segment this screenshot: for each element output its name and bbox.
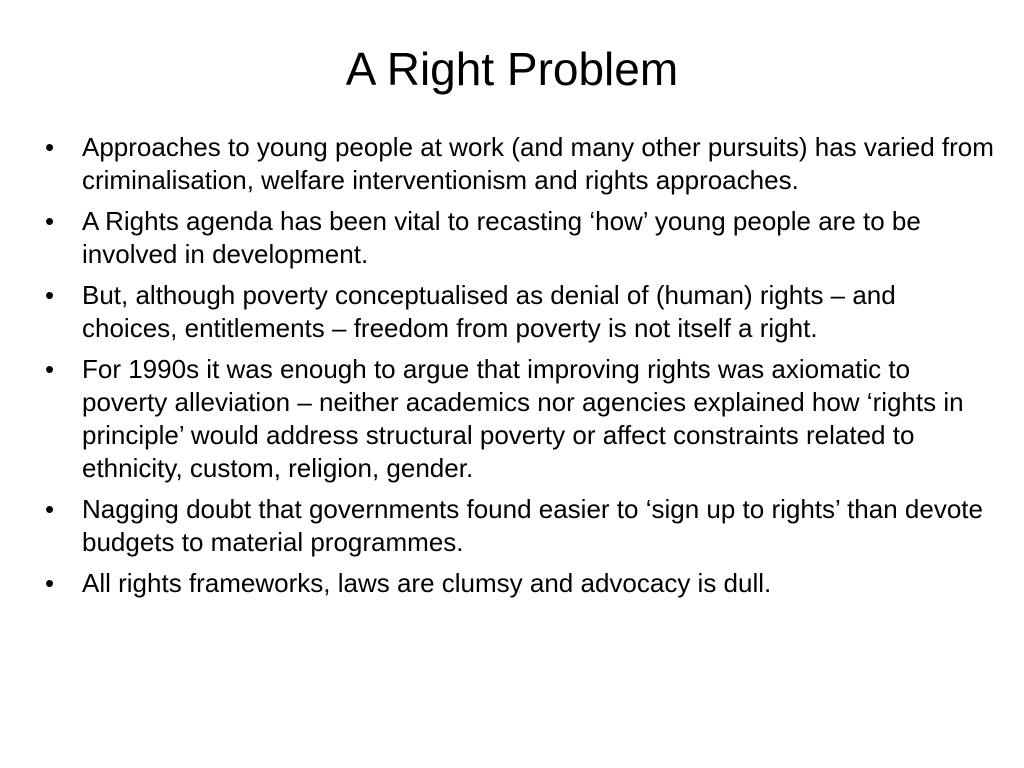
bullet-text: All rights frameworks, laws are clumsy and advocacy is dull. [82, 568, 772, 598]
bullet-dot-icon: • [45, 354, 55, 384]
bullet-text: Approaches to young people at work (and many other pursuits) has varied from criminalisation, welfare interventionism and rights approaches. [82, 132, 994, 195]
bullet-text: But, although poverty conceptualised as denial of (human) rights – and choices, entitlements – freedom from poverty is not itself a right. [82, 280, 896, 343]
bullet-item [45, 493, 995, 559]
bullet-list [45, 131, 995, 608]
bullet-item [45, 567, 995, 600]
bullet-text: A Rights agenda has been vital to recasting ‘how’ young people are to be involved in development. [82, 206, 921, 269]
bullet-item [45, 131, 995, 197]
bullet-dot-icon: • [45, 206, 55, 236]
bullet-text: For 1990s it was enough to argue that improving rights was axiomatic to poverty alleviation – neither academics nor agencies explained how ‘rights in principle’ would address structural poverty or affect constraints related to ethnicity, custom, religion, gender. [82, 354, 964, 483]
slide-title: A Right Problem [345, 43, 679, 95]
bullet-item [45, 353, 995, 485]
bullet-dot-icon: • [45, 132, 55, 162]
bullet-dot-icon: • [45, 568, 55, 598]
bullet-dot-icon: • [45, 494, 55, 524]
bullet-text: Nagging doubt that governments found easier to ‘sign up to rights’ than devote budgets to material programmes. [82, 494, 983, 557]
bullet-item [45, 279, 995, 345]
bullet-dot-icon: • [45, 280, 55, 310]
bullet-item [45, 205, 995, 271]
